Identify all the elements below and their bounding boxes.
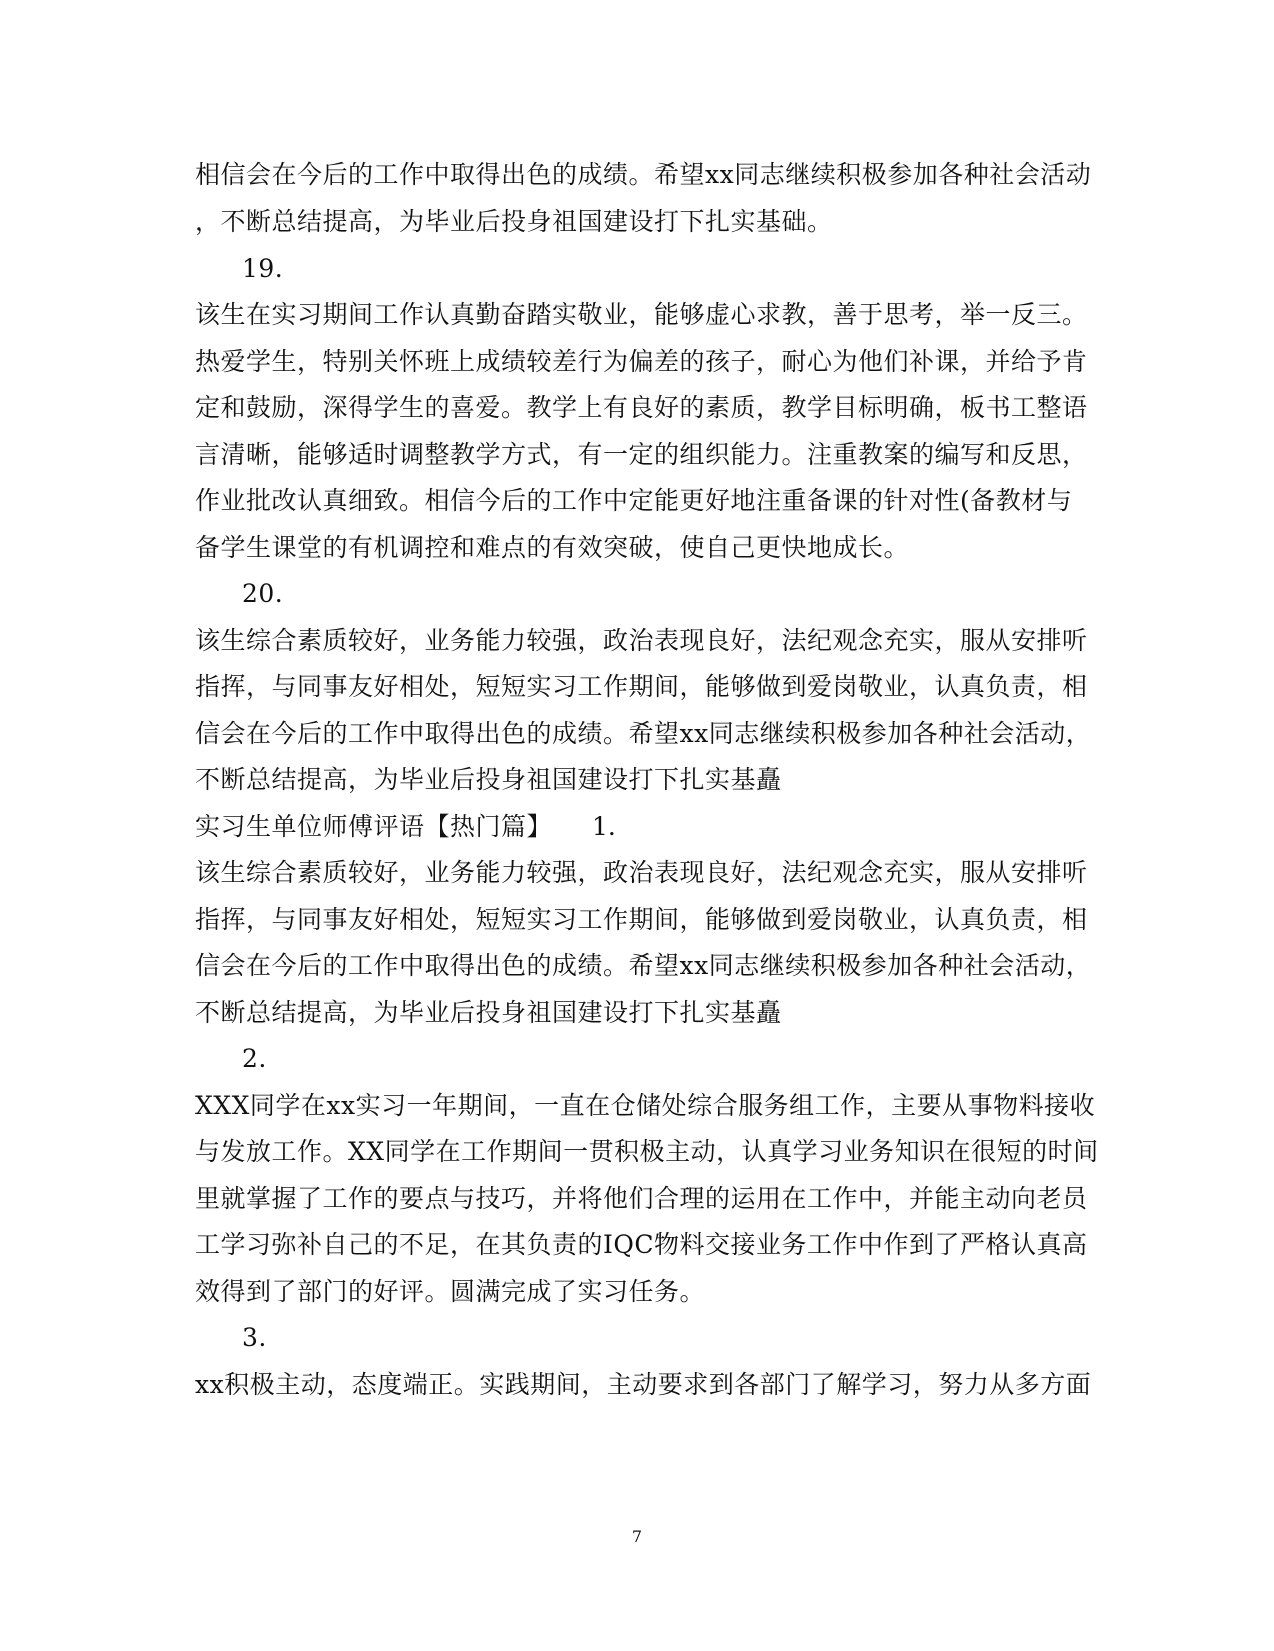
text-line: 该生在实习期间工作认真勤奋踏实敬业，能够虚心求教，善于思考，举一反三。	[195, 300, 1088, 329]
page-number: 7	[631, 1527, 643, 1546]
item-number: 20.	[242, 579, 284, 608]
text-line: 信会在今后的工作中取得出色的成绩。希望xx同志继续积极参加各种社会活动，	[195, 719, 1092, 748]
text-line: 言清晰，能够适时调整教学方式，有一定的组织能力。注重教案的编写和反思，	[195, 440, 1088, 469]
item-number: 1.	[592, 812, 616, 841]
item-number: 19.	[242, 254, 284, 283]
section-heading: 实习生单位师傅评语【热门篇】	[195, 812, 553, 841]
text-line: 该生综合素质较好，业务能力较强，政治表现良好，法纪观念充实，服从安排听	[195, 858, 1088, 887]
text-line: 效得到了部门的好评。圆满完成了实习任务。	[195, 1277, 706, 1306]
text-line: 备学生课堂的有机调控和难点的有效突破，使自己更快地成长。	[195, 533, 910, 562]
item-number: 2.	[242, 1044, 267, 1073]
text-line: 里就掌握了工作的要点与技巧，并将他们合理的运用在工作中，并能主动向老员	[195, 1184, 1088, 1213]
text-line: 该生综合素质较好，业务能力较强，政治表现良好，法纪观念充实，服从安排听	[195, 626, 1088, 655]
text-line: 工学习弥补自己的不足，在其负责的IQC物料交接业务工作中作到了严格认真高	[195, 1230, 1088, 1259]
text-line: 热爱学生，特别关怀班上成绩较差行为偏差的孩子，耐心为他们补课，并给予肯	[195, 347, 1088, 376]
text-line: 不断总结提高，为毕业后投身祖国建设打下扎实基矗	[195, 998, 782, 1027]
text-line: 定和鼓励，深得学生的喜爱。教学上有良好的素质，教学目标明确，板书工整语	[195, 393, 1088, 422]
text-line: XXX同学在xx实习一年期间，一直在仓储处综合服务组工作，主要从事物料接收	[195, 1091, 1096, 1120]
text-line: 指挥，与同事友好相处，短短实习工作期间，能够做到爱岗敬业，认真负责，相	[195, 672, 1088, 701]
item-number: 3.	[242, 1323, 267, 1352]
text-line: 与发放工作。XX同学在工作期间一贯积极主动，认真学习业务知识在很短的时间	[195, 1137, 1099, 1166]
text-line: xx积极主动，态度端正。实践期间，主动要求到各部门了解学习，努力从多方面	[195, 1370, 1092, 1399]
text-line: ，不断总结提高，为毕业后投身祖国建设打下扎实基础。	[195, 207, 833, 236]
text-line: 信会在今后的工作中取得出色的成绩。希望xx同志继续积极参加各种社会活动，	[195, 951, 1092, 980]
text-line: 指挥，与同事友好相处，短短实习工作期间，能够做到爱岗敬业，认真负责，相	[195, 905, 1088, 934]
text-line: 相信会在今后的工作中取得出色的成绩。希望xx同志继续积极参加各种社会活动	[195, 160, 1092, 189]
text-line: 不断总结提高，为毕业后投身祖国建设打下扎实基矗	[195, 765, 782, 794]
text-line: 作业批改认真细致。相信今后的工作中定能更好地注重备课的针对性(备教材与	[195, 486, 1073, 515]
